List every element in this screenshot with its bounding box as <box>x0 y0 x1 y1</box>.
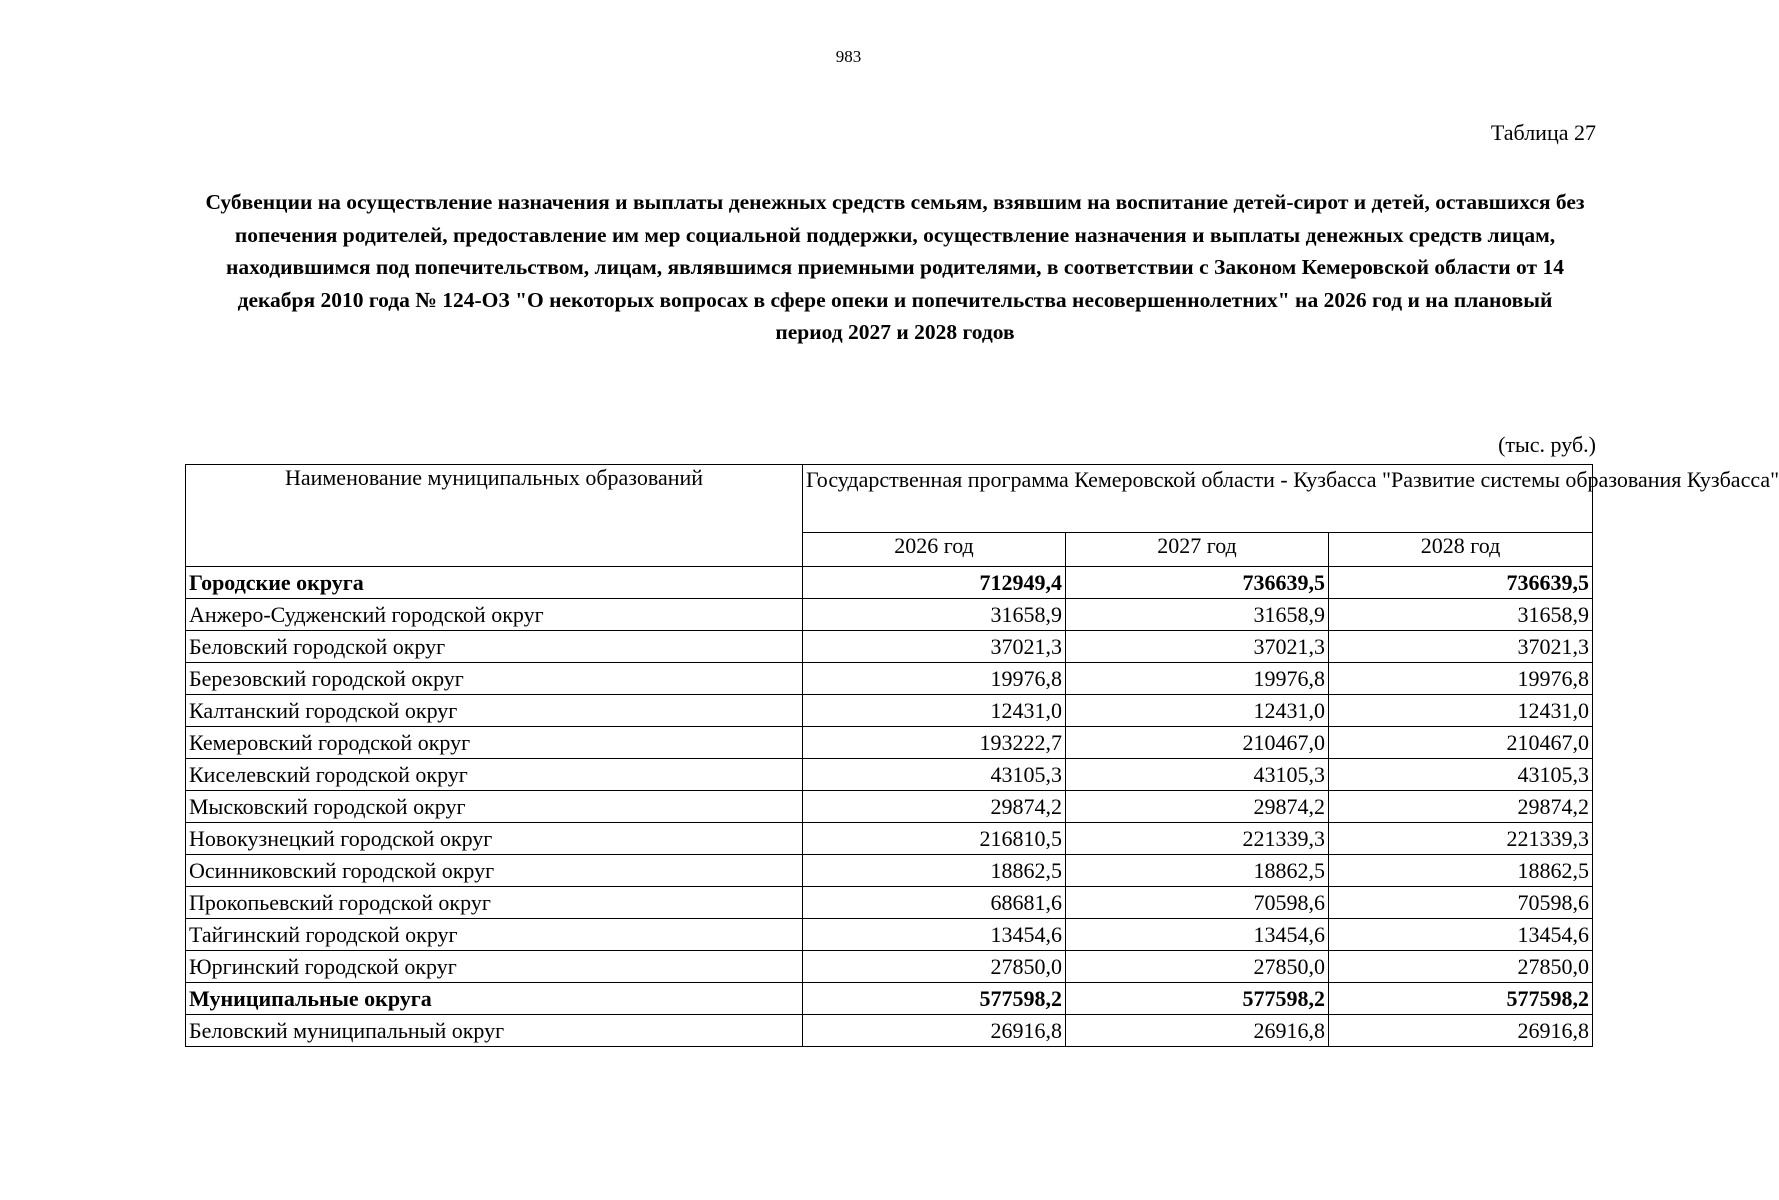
value-cell-2027: 26916,8 <box>1066 1015 1329 1047</box>
municipality-name-cell: Мысковский городской округ <box>186 791 803 823</box>
value-cell-2028: 19976,8 <box>1329 663 1593 695</box>
year-header-2026: 2026 год <box>803 533 1066 567</box>
value-cell-2028: 210467,0 <box>1329 727 1593 759</box>
value-cell-2028: 27850,0 <box>1329 951 1593 983</box>
value-cell-2028: 736639,5 <box>1329 567 1593 599</box>
table-label: Таблица 27 <box>1490 120 1596 145</box>
value-cell-2026: 29874,2 <box>803 791 1066 823</box>
municipality-name-cell: Анжеро-Судженский городской округ <box>186 599 803 631</box>
value-cell-2026: 27850,0 <box>803 951 1066 983</box>
value-cell-2027: 736639,5 <box>1066 567 1329 599</box>
value-cell-2026: 37021,3 <box>803 631 1066 663</box>
value-cell-2027: 31658,9 <box>1066 599 1329 631</box>
value-cell-2028: 29874,2 <box>1329 791 1593 823</box>
municipality-name-cell: Беловский городской округ <box>186 631 803 663</box>
value-cell-2028: 18862,5 <box>1329 855 1593 887</box>
table-group-row <box>186 567 1593 599</box>
value-cell-2027: 70598,6 <box>1066 887 1329 919</box>
table-row <box>186 823 1593 855</box>
municipality-name-cell: Городские округа <box>186 567 803 599</box>
value-cell-2028: 26916,8 <box>1329 1015 1593 1047</box>
value-cell-2028: 37021,3 <box>1329 631 1593 663</box>
municipality-name-cell: Осинниковский городской округ <box>186 855 803 887</box>
municipality-name-cell: Киселевский городской округ <box>186 759 803 791</box>
year-header-2028: 2028 год <box>1329 533 1593 567</box>
value-cell-2026: 216810,5 <box>803 823 1066 855</box>
value-cell-2026: 31658,9 <box>803 599 1066 631</box>
table-row <box>186 695 1593 727</box>
value-cell-2027: 210467,0 <box>1066 727 1329 759</box>
table-row <box>186 951 1593 983</box>
page-number: 983 <box>835 47 862 66</box>
value-cell-2026: 26916,8 <box>803 1015 1066 1047</box>
table-body <box>186 567 1593 1047</box>
value-cell-2027: 12431,0 <box>1066 695 1329 727</box>
table-row <box>186 887 1593 919</box>
municipality-name-cell: Калтанский городской округ <box>186 695 803 727</box>
value-cell-2027: 577598,2 <box>1066 983 1329 1015</box>
table-row <box>186 855 1593 887</box>
municipality-name-cell: Кемеровский городской округ <box>186 727 803 759</box>
value-cell-2028: 70598,6 <box>1329 887 1593 919</box>
table-row <box>186 791 1593 823</box>
municipality-name-cell: Прокопьевский городской округ <box>186 887 803 919</box>
value-cell-2028: 577598,2 <box>1329 983 1593 1015</box>
table-row <box>186 919 1593 951</box>
municipality-name-cell: Березовский городской округ <box>186 663 803 695</box>
value-cell-2028: 221339,3 <box>1329 823 1593 855</box>
value-cell-2027: 29874,2 <box>1066 791 1329 823</box>
year-header-2027: 2027 год <box>1066 533 1329 567</box>
table-row <box>186 599 1593 631</box>
document-title: Субвенции на осуществление назначения и выплаты денежных средств семьям, взявшим на воспитание детей-сирот и детей, оставшихся без попечения родителей, предоставление им мер социальной поддержки, осуществление назначения и выплаты денежных средств лицам, находившимся под попечительством, лицам, являвшимся приемными родителями, в соответствии с Законом Кемеровской области от 14 декабря 2010 года № 124-ОЗ "О некоторых вопросах в сфере опеки и попечительства несовершеннолетних" на 2026 год и на плановый период 2027 и 2028 годов <box>205 190 1585 344</box>
value-cell-2028: 43105,3 <box>1329 759 1593 791</box>
table-group-row <box>186 983 1593 1015</box>
value-cell-2027: 18862,5 <box>1066 855 1329 887</box>
municipality-name-cell: Беловский муниципальный округ <box>186 1015 803 1047</box>
value-cell-2027: 27850,0 <box>1066 951 1329 983</box>
value-cell-2027: 221339,3 <box>1066 823 1329 855</box>
value-cell-2026: 193222,7 <box>803 727 1066 759</box>
value-cell-2028: 12431,0 <box>1329 695 1593 727</box>
table-row <box>186 759 1593 791</box>
municipality-name-cell: Юргинский городской округ <box>186 951 803 983</box>
municipality-name-cell: Муниципальные округа <box>186 983 803 1015</box>
value-cell-2026: 43105,3 <box>803 759 1066 791</box>
value-cell-2027: 43105,3 <box>1066 759 1329 791</box>
name-column-header: Наименование муниципальных образований <box>186 465 803 567</box>
units-label: (тыс. руб.) <box>1498 432 1596 457</box>
value-cell-2026: 12431,0 <box>803 695 1066 727</box>
table-row <box>186 663 1593 695</box>
value-cell-2026: 13454,6 <box>803 919 1066 951</box>
value-cell-2026: 19976,8 <box>803 663 1066 695</box>
value-cell-2026: 712949,4 <box>803 567 1066 599</box>
subventions-table <box>185 464 1779 1047</box>
value-cell-2027: 19976,8 <box>1066 663 1329 695</box>
value-cell-2026: 18862,5 <box>803 855 1066 887</box>
value-cell-2026: 577598,2 <box>803 983 1066 1015</box>
value-cell-2028: 31658,9 <box>1329 599 1593 631</box>
table-row <box>186 631 1593 663</box>
value-cell-2027: 37021,3 <box>1066 631 1329 663</box>
value-cell-2026: 68681,6 <box>803 887 1066 919</box>
program-header: Государственная программа Кемеровской области - Кузбасса "Развитие системы образования Кузбасса" <box>803 465 1593 533</box>
municipality-name-cell: Тайгинский городской округ <box>186 919 803 951</box>
value-cell-2028: 13454,6 <box>1329 919 1593 951</box>
value-cell-2027: 13454,6 <box>1066 919 1329 951</box>
municipality-name-cell: Новокузнецкий городской округ <box>186 823 803 855</box>
table-row <box>186 727 1593 759</box>
table-row <box>186 1015 1593 1047</box>
